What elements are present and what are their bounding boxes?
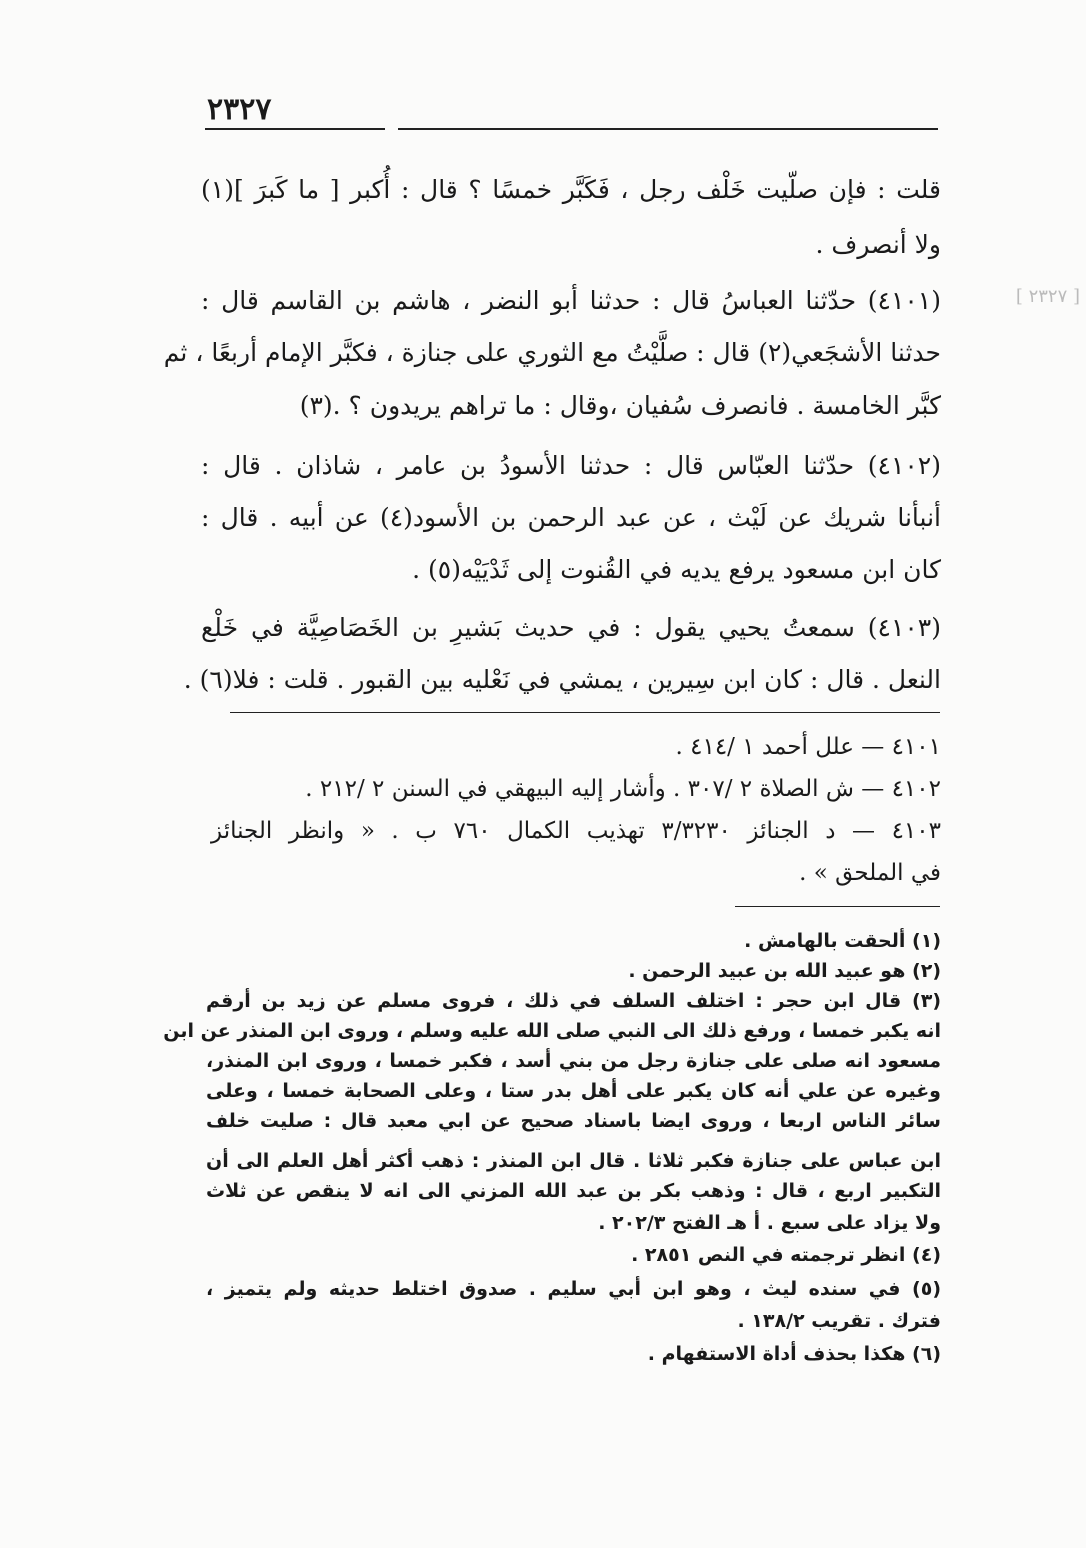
sources-separator (230, 712, 940, 713)
footnote-line: وغيره عن علي أنه كان يكبر على أهل بدر ستا ، وعلى الصحابة خمسا ، وعلى (206, 1080, 941, 1102)
footnote-line: ابن عباس على جنازة فكبر ثلاثا . قال ابن المنذر : ذهب أكثر أهل العلم الى أن (206, 1150, 941, 1172)
footnote-line: (٢) هو عبيد الله بن عبيد الرحمن . (628, 960, 941, 982)
source-line: في الملحق » . (799, 860, 941, 886)
body-line: كان ابن مسعود يرفع يديه في القُنوت إلى ثَدْيَيْه(٥) . (412, 555, 941, 584)
body-line: حدثنا الأشجَعي(٢) قال : صلَّيْتُ مع الثوري على جنازة ، فكبَّر الإمام أربعًا ، ثم (163, 338, 941, 367)
source-line: ٤١٠٢ — ش الصلاة ٢ /٣٠٧ . وأشار إليه البيهقي في السنن ٢ /٢١٢ . (305, 776, 941, 802)
header-rule-left (205, 128, 385, 130)
footnote-line: (٦) هكذا بحذف أداة الاستفهام . (647, 1343, 941, 1365)
body-line: أنبأنا شريك عن لَيْث ، عن عبد الرحمن بن الأسود(٤) عن أبيه . قال : (201, 503, 941, 532)
footnote-line: التكبير اربع ، قال : وذهب بكر بن عبد الله المزني الى انه لا ينقص عن ثلاث (206, 1180, 941, 1202)
footnote-line: (٥) في سنده ليث ، وهو ابن أبي سليم . صدوق اختلط حديثه ولم يتميز ، (206, 1278, 941, 1300)
footnote-line: فترك . تقريب ١٣٨/٢ . (737, 1310, 941, 1332)
footnote-line: مسعود انه صلى على جنازة رجل من بني أسد ، فكبر خمسا ، وروى ابن المنذر، (206, 1050, 941, 1072)
header-rule-right (398, 128, 938, 130)
source-line: ٤١٠٣ — د الجنائز ٣/٣٢٣٠ تهذيب الكمال ٧٦٠ ب . « وانظر الجنائز (211, 818, 941, 844)
body-line: (٤١٠٣) سمعتُ يحيي يقول : في حديث بَشيرِ بن الخَصَاصِيَّة في خَلْع (201, 613, 941, 642)
body-line: كبَّر الخامسة . فانصرف سُفيان ،وقال : ما تراهم يريدون ؟ .(٣) (299, 391, 941, 420)
page-number: ٢٣٢٧ (207, 92, 272, 127)
body-line: قلت : فإن صلّيت خَلْف رجل ، فَكَبَّر خمسًا ؟ قال : أُكبر [ ما كَبرَ ](١) (201, 175, 941, 204)
source-line: ٤١٠١ — علل أحمد ١ /٤١٤ . (675, 734, 941, 760)
footnotes-separator (735, 906, 940, 907)
body-line: (٤١٠٢) حدّثنا العبّاس قال : حدثنا الأسودُ بن عامر ، شاذان . قال : (201, 451, 941, 480)
body-line: (٤١٠١) حدّثنا العباسُ قال : حدثنا أبو النضر ، هاشم بن القاسم قال : (201, 286, 941, 315)
body-line: ولا أنصرف . (815, 230, 941, 259)
footnote-line: سائر الناس اربعا ، وروى ايضا باسناد صحيح عن ابي معبد قال : صليت خلف (206, 1110, 941, 1132)
margin-note: [ ٢٣٢٧ ] (1015, 286, 1080, 307)
footnote-line: (٣) قال ابن حجر : اختلف السلف في ذلك ، فروى مسلم عن زيد بن أرقم (206, 990, 941, 1012)
footnote-line: انه يكبر خمسا ، ورفع ذلك الى النبي صلى الله عليه وسلم ، وروى ابن المنذر عن ابن (163, 1020, 941, 1042)
footnote-line: (١) ألحقت بالهامش . (744, 930, 941, 952)
body-line: النعل . قال : كان ابن سِيرين ، يمشي في نَعْليه بين القبور . قلت : فلا(٦) . (183, 665, 941, 694)
footnote-line: ولا يزاد على سبع . أ هـ الفتح ٢٠٢/٣ . (598, 1212, 941, 1234)
footnote-line: (٤) انظر ترجمته في النص ٢٨٥١ . (631, 1244, 941, 1266)
